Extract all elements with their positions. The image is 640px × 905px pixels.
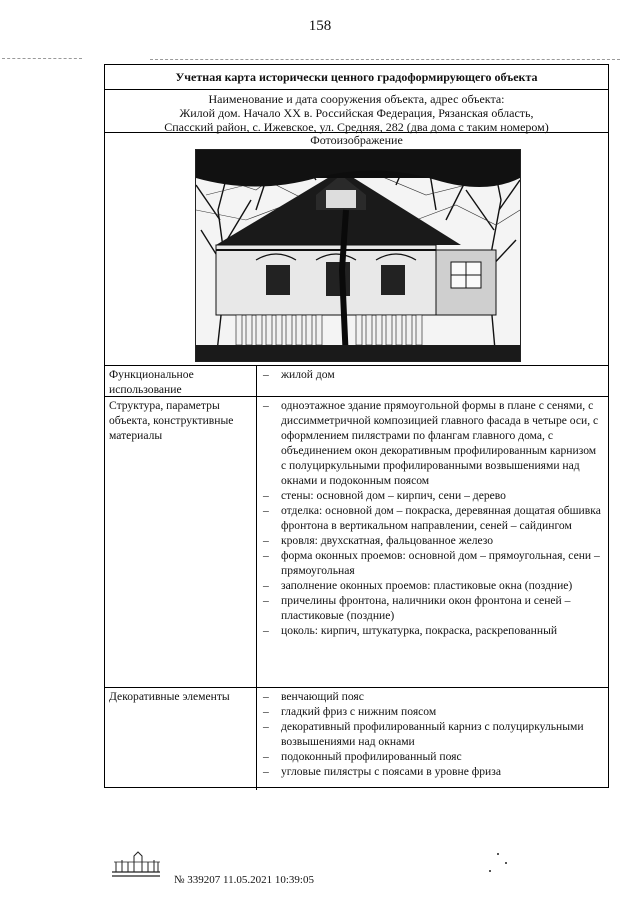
scan-artifact-line (150, 59, 620, 60)
list-item: – форма оконных проемов: основной дом – прямоугольная, сени – прямоугольная (259, 548, 604, 578)
card-title: Учетная карта исторически ценного градоформирующего объекта (105, 65, 608, 90)
scan-speck (489, 870, 491, 872)
footer (108, 850, 368, 890)
house-photo (195, 149, 521, 362)
list-item: – жилой дом (259, 367, 604, 382)
photo-label: Фотоизображение (310, 133, 403, 147)
page-number: 158 (308, 18, 332, 34)
list-item: – заполнение оконных проемов: пластиковые окна (поздние) (259, 578, 604, 593)
row-values (257, 397, 608, 687)
list-item: – декоративный профилированный карниз с полуциркульными возвышениями над окнами (259, 719, 604, 749)
object-name-line: Жилой дом. Начало XX в. Российская Федерация, Рязанская область, (179, 106, 534, 120)
photo-section (105, 133, 608, 366)
scan-artifact (2, 58, 82, 59)
row-values (257, 366, 608, 396)
row-structure (105, 397, 608, 688)
list-item: – угловые пилястры с поясами в уровне фриза (259, 764, 604, 779)
list-item: – кровля: двухскатная, фальцованное железо (259, 533, 604, 548)
list-item: – стены: основной дом – кирпич, сени – дерево (259, 488, 604, 503)
scan-speck (497, 853, 499, 855)
row-label: Функциональное использование (105, 366, 257, 396)
row-functional-use (105, 366, 608, 397)
registration-card (104, 64, 609, 788)
object-name-line: Наименование и дата сооружения объекта, адрес объекта: (208, 92, 505, 106)
row-values (257, 688, 608, 790)
row-label: Декоративные элементы (105, 688, 257, 790)
house-photo-drawing (196, 150, 520, 361)
list-item: – причелины фронтона, наличники окон фронтона и сеней – пластиковые (поздние) (259, 593, 604, 623)
scan-speck (505, 862, 507, 864)
list-item: – гладкий фриз с нижним поясом (259, 704, 604, 719)
list-item: – одноэтажное здание прямоугольной формы в плане с сенями, с диссимметричной композицией главного фасада в четыре оси, с оформлением пилястрами по флангам главного дома, с объединением окон декоративным профилированным карнизом с полуциркульными профилированными возвышениями над окнами и подоконным поясом (259, 398, 604, 488)
registry-stamp-icon (108, 850, 164, 878)
object-name-block (105, 90, 608, 133)
object-name-line: Спасский район, с. Ижевское, ул. Средняя, 282 (два дома с таким номером) (164, 120, 549, 134)
list-item: – отделка: основной дом – покраска, деревянная дощатая обшивка фронтона в вертикальном направлении, сеней – сайдингом (259, 503, 604, 533)
list-item: – венчающий пояс (259, 689, 604, 704)
list-item: – подоконный профилированный пояс (259, 749, 604, 764)
row-label: Структура, параметры объекта, конструктивные материалы (105, 397, 257, 687)
document-stamp-text: № 339207 11.05.2021 10:39:05 (174, 874, 314, 886)
row-decorative-elements (105, 688, 608, 790)
list-item: – цоколь: кирпич, штукатурка, покраска, раскрепованный (259, 623, 604, 638)
